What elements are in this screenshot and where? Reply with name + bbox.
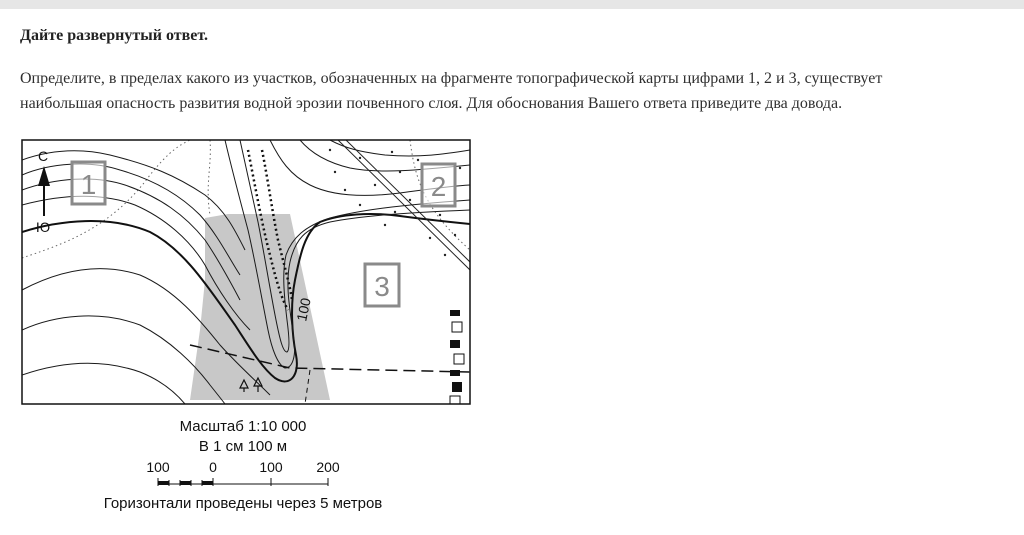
contour-interval-note: Горизонтали проведены через 5 метров <box>103 495 383 512</box>
scale-tick-label: 100 <box>146 459 170 475</box>
area-marker-1 <box>72 162 105 204</box>
compass-south-label: Ю <box>36 219 51 235</box>
map-legend <box>104 418 383 512</box>
scale-tick-label: 200 <box>316 459 340 475</box>
settlement <box>450 310 464 404</box>
contour-line <box>330 140 470 156</box>
scale-title: Масштаб 1:10 000 <box>179 418 307 435</box>
area-label-3: 3 <box>374 271 390 302</box>
scale-bar <box>158 478 328 486</box>
contour-line <box>22 363 185 404</box>
vegetation-border <box>208 140 210 215</box>
task-title: Дайте развернутый ответ. <box>20 27 208 44</box>
compass <box>36 148 50 235</box>
compass-north-label: С <box>38 148 49 164</box>
area-label-2: 2 <box>430 171 447 202</box>
area-marker-3 <box>365 264 399 306</box>
scale-tick-label: 100 <box>259 459 283 475</box>
area-marker-2 <box>422 164 455 206</box>
scale-subtitle: В 1 см 100 м <box>198 438 288 455</box>
scale-tick-label: 0 <box>209 459 217 475</box>
area-label-1: 1 <box>80 169 97 200</box>
task-question-line-2: наибольшая опасность развития водной эрозии почвенного слоя. Для обоснования Вашего ответа приведите два довода. <box>20 95 843 112</box>
contour-value-label: 100 <box>293 296 314 323</box>
task-question-line-1: Определите, в пределах какого из участков, обозначенных на фрагменте топографической карты цифрами 1, 2 и 3, существует <box>20 70 883 87</box>
